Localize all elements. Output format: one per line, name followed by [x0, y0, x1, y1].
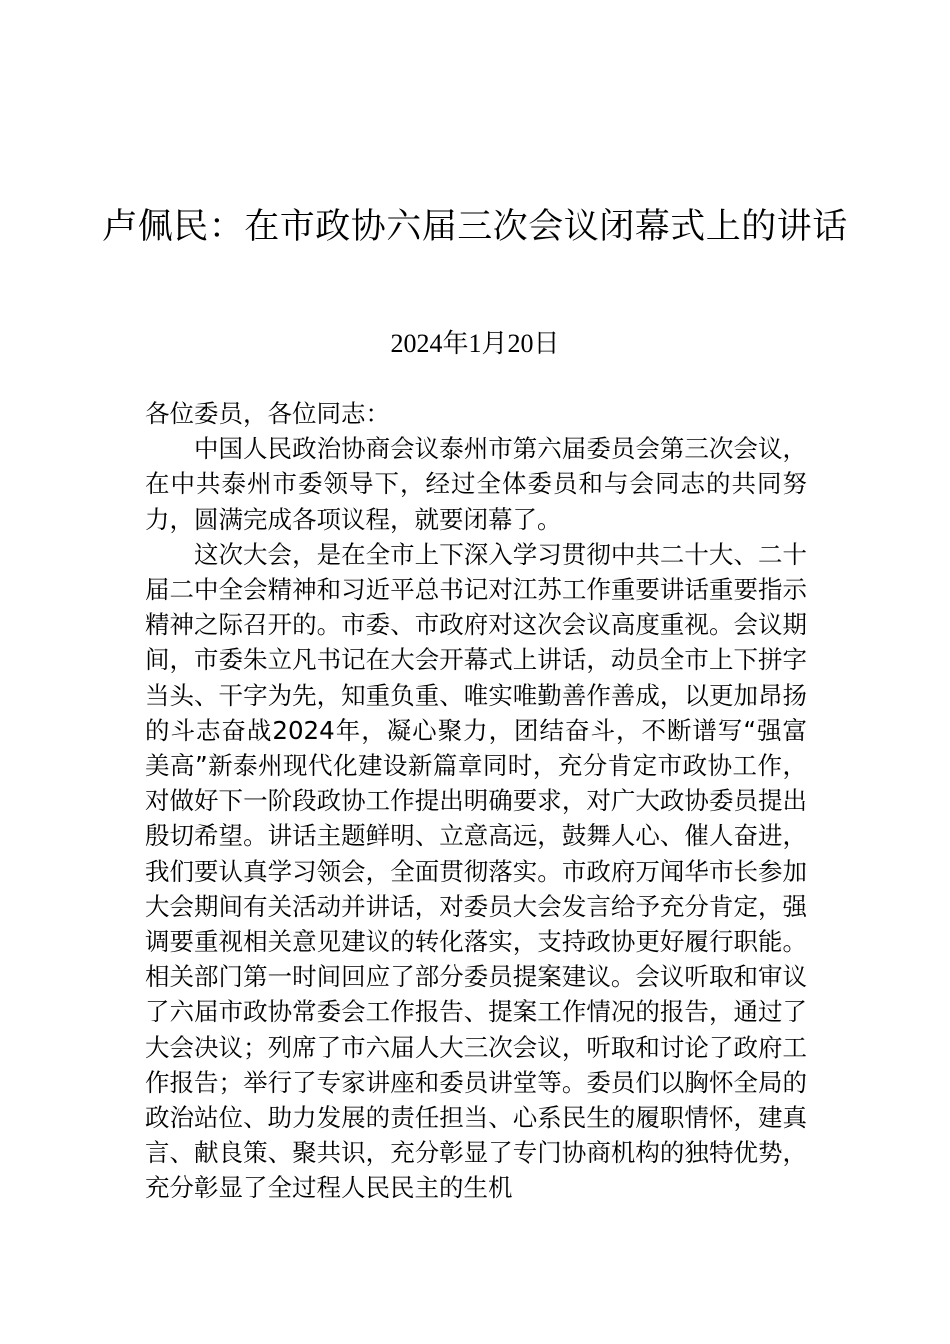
paragraph-2: 这次大会，是在全市上下深入学习贯彻中共二十大、二十届二中全会精神和习近平总书记对江苏工作重要讲话重要指示精神之际召开的。市委、市政府对这次会议高度重视。会议期间，市委朱立凡书记在大会开幕式上讲话，动员全市上下拼字当头、干字为先，知重负重、唯实唯勤善作善成，以更加昂扬的斗志奋战2024年，凝心聚力，团结奋斗，不断谱写“强富美高”新泰州现代化建设新篇章同时，充分肯定市政协工作，对做好下一阶段政协工作提出明确要求，对广大政协委员提出殷切希望。讲话主题鲜明、立意高远，鼓舞人心、催人奋进，我们要认真学习领会，全面贯彻落实。市政府万闻华市长参加大会期间有关活动并讲话，对委员大会发言给予充分肯定，强调要重视相关意见建议的转化落实，支持政协更好履行职能。相关部门第一时间回应了部分委员提案建议。会议听取和审议了六届市政协常委会工作报告、提案工作情况的报告，通过了大会决议；列席了市六届人大三次会议，听取和讨论了政府工作报告；举行了专家讲座和委员讲堂等。委员们以胸怀全局的政治站位、助力发展的责任担当、心系民生的履职情怀，建真言、献良策、聚共识，充分彰显了专门协商机构的独特优势，充分彰显了全过程人民民主的生机 — [145, 539, 807, 1203]
paragraph-1: 中国人民政治协商会议泰州市第六届委员会第三次会议，在中共泰州市委领导下，经过全体委员和与会同志的共同努力，圆满完成各项议程，就要闭幕了。 — [145, 434, 807, 534]
document-title: 卢佩民：在市政协六届三次会议闭幕式上的讲话 — [102, 207, 848, 247]
salutation: 各位委员，各位同志： — [145, 399, 390, 428]
document-body — [145, 396, 807, 1206]
document-date: 2024年1月20日 — [390, 329, 560, 358]
